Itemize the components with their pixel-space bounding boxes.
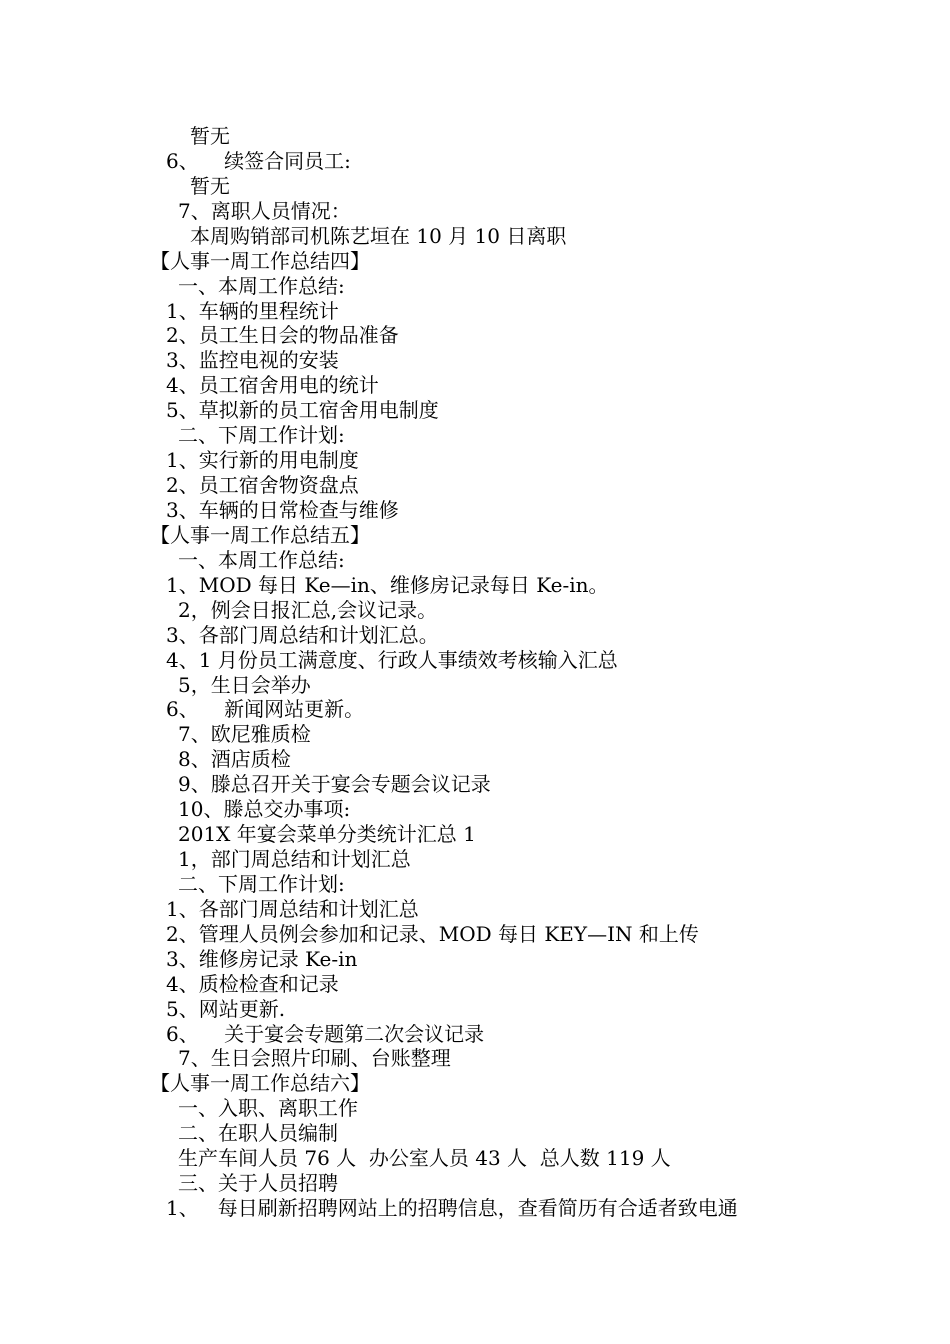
text-line: 6、 续签合同员工:: [166, 148, 351, 173]
text-line: 5，生日会举办: [178, 672, 311, 697]
text-line: 暂无: [190, 124, 230, 148]
text-line: 1，部门周总结和计划汇总: [178, 847, 411, 871]
text-line: 3、维修房记录 Ke-in: [166, 946, 358, 971]
text-line: 1、实行新的用电制度: [166, 448, 359, 473]
text-line: 9、滕总召开关于宴会专题会议记录: [178, 772, 491, 797]
text-line: 3、各部门周总结和计划汇总。: [166, 622, 439, 647]
text-line: 3、监控电视的安装: [166, 348, 339, 373]
text-line: 5、草拟新的员工宿舍用电制度: [166, 398, 439, 423]
text-line: 一、本周工作总结:: [178, 273, 345, 298]
section-heading: 【人事一周工作总结六】: [150, 1071, 370, 1096]
text-line: 7、生日会照片印刷、台账整理: [178, 1046, 451, 1071]
text-line: 3、车辆的日常检查与维修: [166, 497, 399, 522]
text-line: 7、欧尼雅质检: [178, 722, 311, 747]
text-line: 2，例会日报汇总,会议记录。: [178, 597, 438, 622]
text-line: 生产车间人员 76 人 办公室人员 43 人 总人数 119 人: [178, 1146, 671, 1171]
text-line: 4、员工宿舍用电的统计: [166, 373, 379, 398]
text-line: 2、员工宿舍物资盘点: [166, 473, 359, 497]
text-line: 二、在职人员编制: [178, 1121, 338, 1146]
text-line: 二、下周工作计划:: [178, 871, 345, 896]
text-line: 6、 关于宴会专题第二次会议记录: [166, 1021, 485, 1046]
section-heading: 【人事一周工作总结五】: [150, 522, 370, 547]
text-line: 1、MOD 每日 Ke—in、维修房记录每日 Ke-in。: [166, 572, 609, 597]
text-line: 三、关于人员招聘: [178, 1171, 338, 1196]
text-line: 7、离职人员情况：: [178, 198, 351, 223]
text-line: 4、质检检查和记录: [166, 971, 339, 996]
text-line: 本周购销部司机陈艺垣在 10 月 10 日离职: [190, 223, 567, 248]
text-line: 暂无: [190, 173, 230, 198]
text-line: 2、管理人员例会参加和记录、MOD 每日 KEY—IN 和上传: [166, 921, 699, 946]
section-heading: 【人事一周工作总结四】: [150, 248, 370, 273]
text-line: 1、各部门周总结和计划汇总: [166, 896, 419, 921]
text-line: 6、 新闻网站更新。: [166, 697, 365, 722]
text-line: 201X 年宴会菜单分类统计汇总 1: [178, 822, 476, 846]
text-line: 一、入职、离职工作: [178, 1096, 358, 1121]
text-line: 5、网站更新.: [166, 996, 286, 1021]
text-line: 二、下周工作计划:: [178, 423, 345, 448]
text-line: 4、1 月份员工满意度、行政人事绩效考核输入汇总: [166, 647, 618, 672]
text-line: 8、酒店质检: [178, 747, 291, 772]
text-line: 1、车辆的里程统计: [166, 298, 339, 323]
text-line: 一、本周工作总结:: [178, 547, 345, 572]
text-line: 10、滕总交办事项:: [178, 797, 351, 822]
text-line: 1、 每日刷新招聘网站上的招聘信息，查看简历有合适者致电通: [166, 1196, 738, 1220]
text-line: 2、员工生日会的物品准备: [166, 323, 399, 348]
